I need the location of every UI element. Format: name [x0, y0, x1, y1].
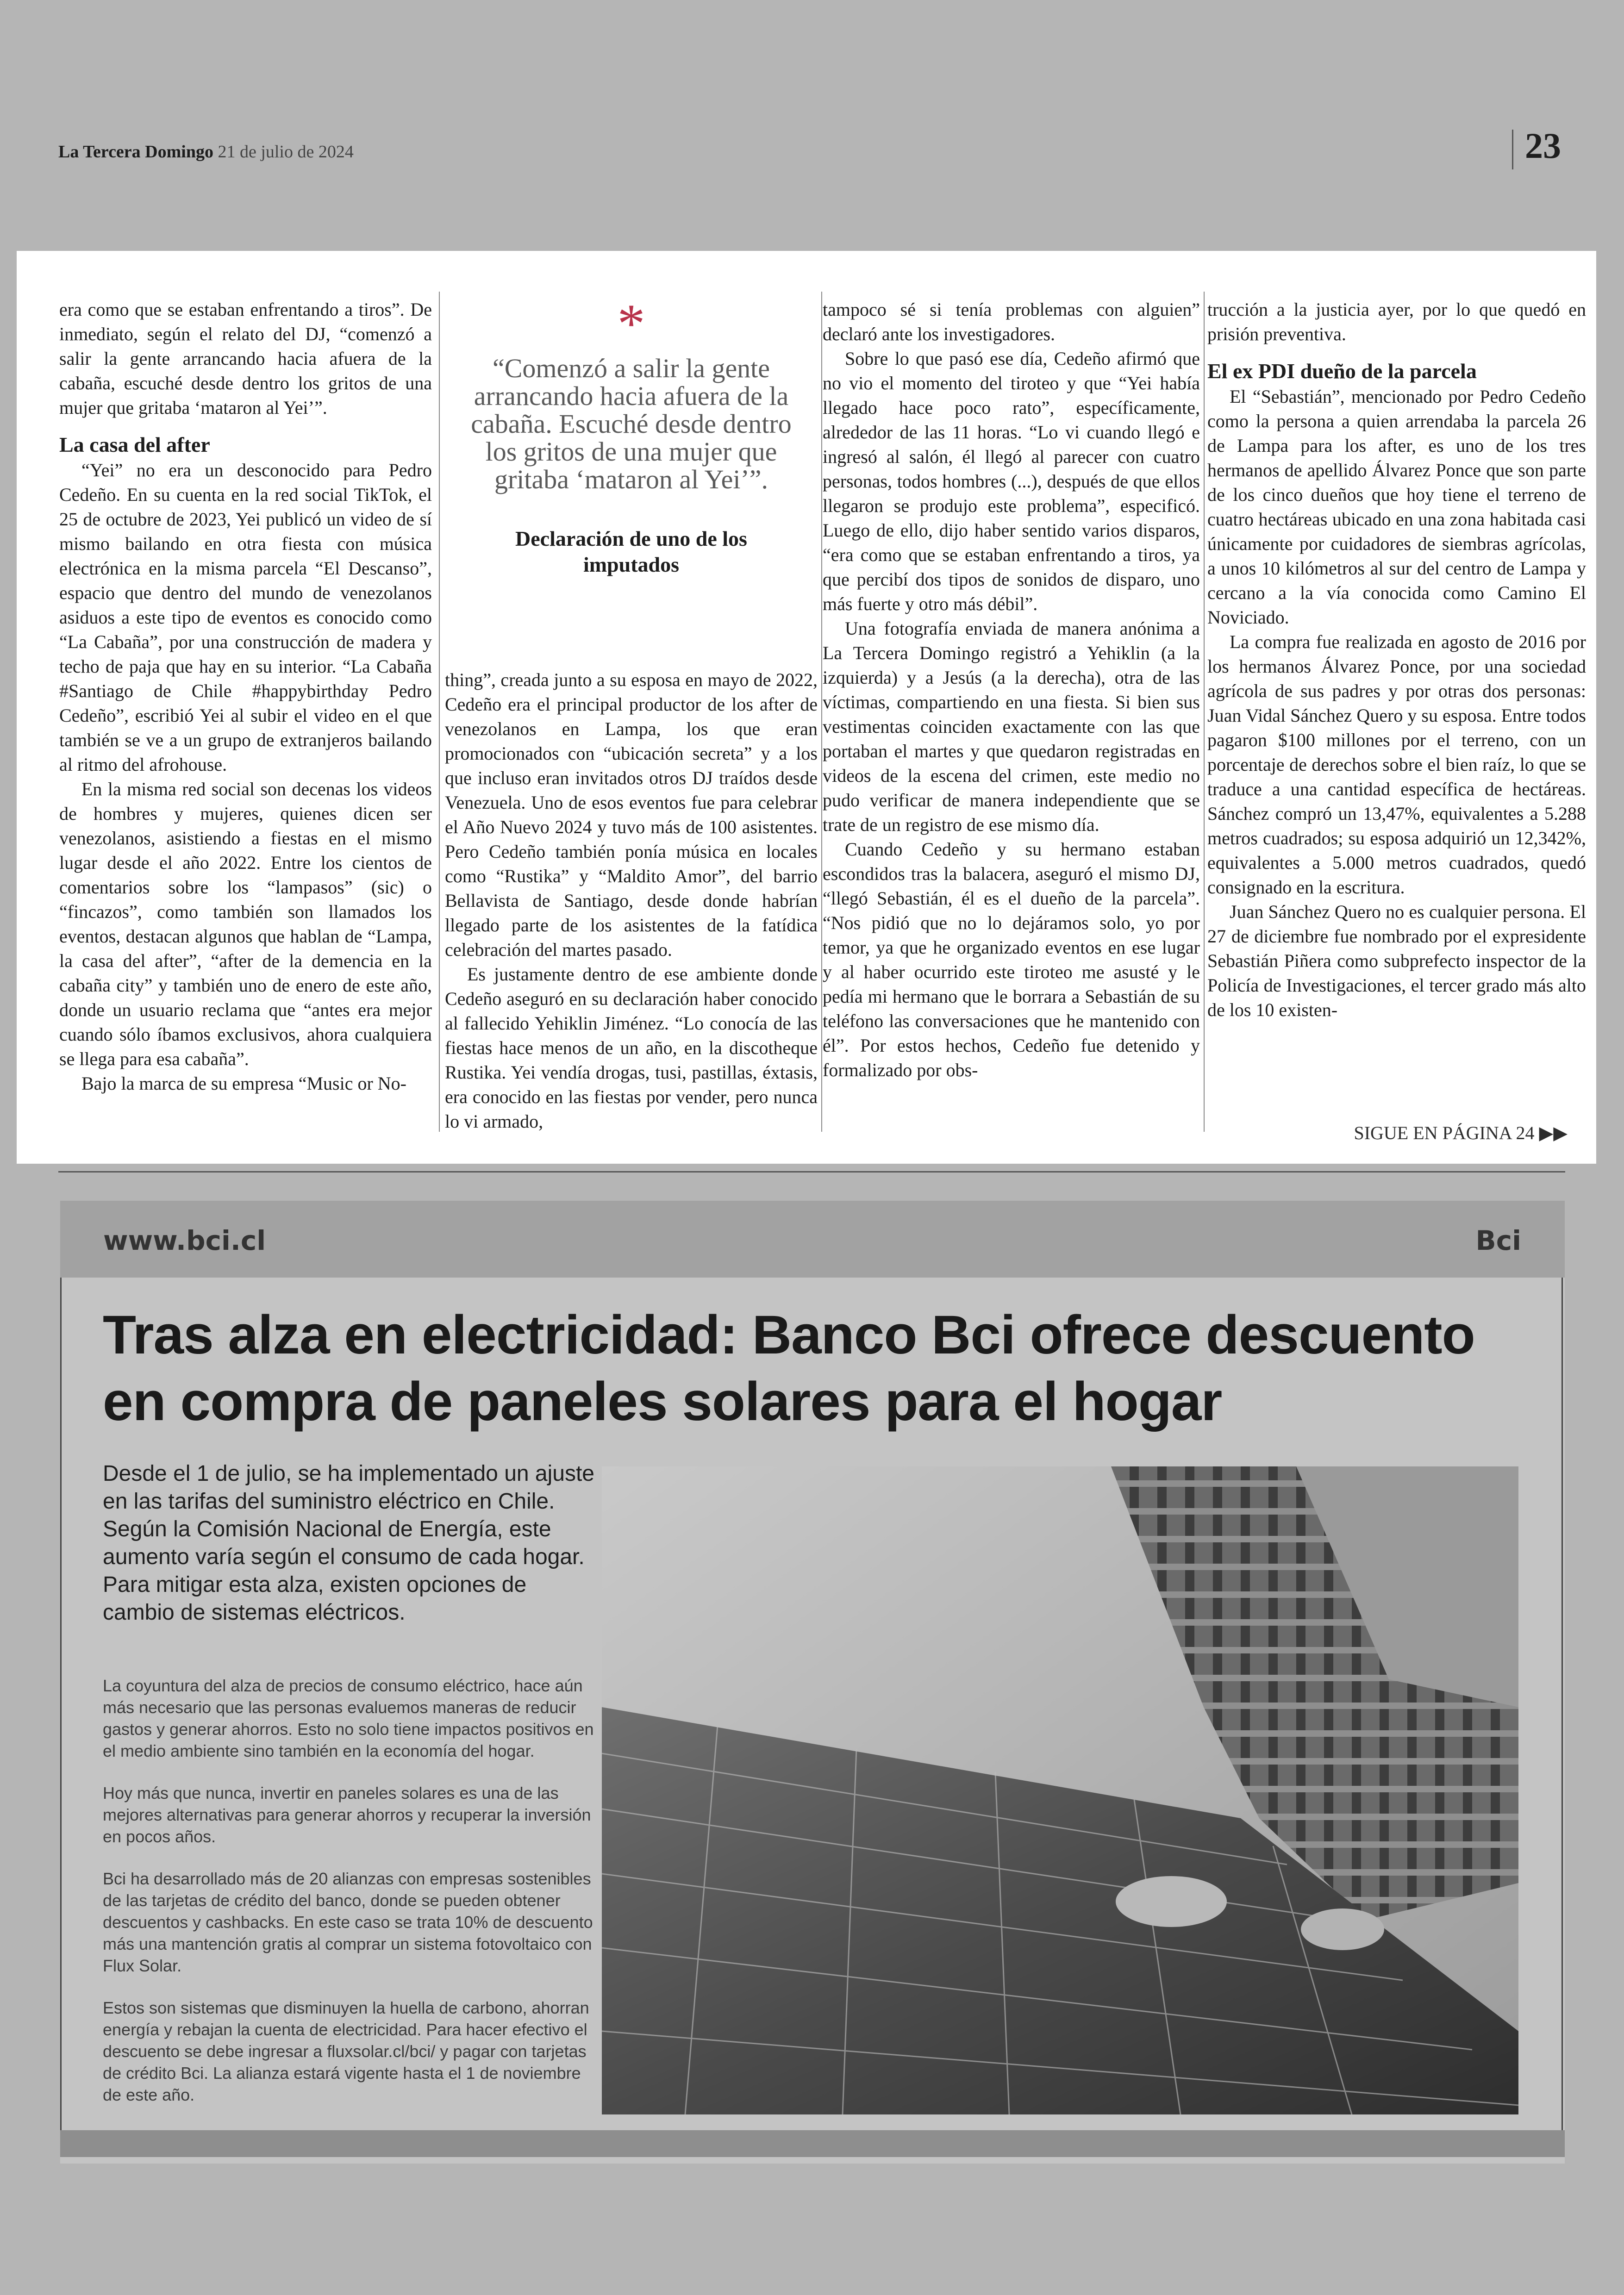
paragraph: Es justamente dentro de ese ambiente donde Cedeño aseguró en su declaración haber conocido al fallecido Yehiklin Jiménez. “Lo conocía de las fiestas hace menos de un año, en la discotheque Rustika. Yei vendía drogas, tusi, pastillas, éxtasis, era conocido en las fiestas por vender, pero nunca lo vi armado,: [445, 964, 818, 1132]
section-heading: La casa del after: [59, 433, 210, 456]
page-number-divider: [1512, 130, 1513, 169]
publication-name: La Tercera Domingo: [58, 142, 213, 162]
ad-headline: Tras alza en electricidad: Banco Bci ofrece descuento en compra de paneles solares para el hogar: [103, 1304, 1475, 1432]
section-divider: [58, 1171, 1565, 1172]
paragraph: El “Sebastián”, mencionado por Pedro Cedeño como la persona a quien arrendaba la parcela 26 de Lampa para los after, es uno de los tres hermanos de apellido Álvarez Ponce que son parte de los cinco dueños que hoy tiene el terreno de cuatro hectáreas ubicado en una zona habitada casi únicamente por cuidadores de siembras agrícolas, a unos 10 kilómetros al sur del centro de Lampa y cercano a la vía conocida como Camino El Noviciado.: [1207, 386, 1586, 628]
ad-paragraph: Estos son sistemas que disminuyen la huella de carbono, ahorran energía y rebajan la cuenta de electricidad. Para hacer efectivo el descuento se debe ingresar a fluxsolar.cl/bci/ y pagar con tarjetas de crédito Bci. La alianza estará vigente hasta el 1 de noviembre de este año.: [103, 1998, 589, 2104]
article-column-3: [823, 297, 1200, 1082]
ad-top-bar: [60, 1201, 1565, 1278]
column-divider: [1204, 292, 1205, 1132]
continue-link[interactable]: SIGUE EN PÁGINA 24 ▶▶: [1354, 1123, 1568, 1143]
column-divider: [439, 292, 440, 1132]
solar-panel-illustration: [602, 1466, 1518, 2114]
article-column-4: [1207, 297, 1586, 1022]
pull-quote-text: “Comenzó a salir la gente arrancando hacia afuera de la cabaña. Escuché desde dentro los gritos de una mujer que gritaba ‘mataron al Yei’”.: [471, 353, 792, 494]
ad-brand-logo: Bci: [1475, 1225, 1521, 1256]
article-column-2: [445, 667, 818, 1134]
solar-panel-photo: [602, 1466, 1518, 2114]
publication-date: 21 de julio de 2024: [218, 142, 354, 162]
paragraph: Juan Sánchez Quero no es cualquier persona. El 27 de diciembre fue nombrado por el expresidente Sebastián Piñera como subprefecto inspector de la Policía de Investigaciones, el tercer grado más alto de los 10 existen-: [1207, 901, 1586, 1020]
ad-paragraph: La coyuntura del alza de precios de consumo eléctrico, hace aún más necesario que las personas evaluemos maneras de reducir gastos y generar ahorros. Esto no solo tiene impactos positivos en el medio ambiente sino también en la economía del hogar.: [103, 1676, 594, 1760]
paragraph: “Yei” no era un desconocido para Pedro Cedeño. En su cuenta en la red social TikTok, el 25 de octubre de 2023, Yei publicó un video de sí mismo bailando en otra fiesta con música electrónica en la misma parcela “El Descanso”, espacio que dentro del mundo de venezolanos asiduos a este tipo de eventos es conocido como “La Cabaña”, por una construcción de madera y techo de paja que hay en su interior. “La Cabaña #Santiago de Chile #happybirthday Pedro Cedeño”, escribió Yei al subir el video en el que también se ve a un grupo de extranjeros bailando al ritmo del afrohouse.: [59, 460, 432, 775]
paragraph: era como que se estaban enfrentando a tiros”. De inmediato, según el relato del DJ, “comenzó a salir la gente arrancando hacia afuera de la cabaña, escuché desde dentro los gritos de una mujer que gritaba ‘mataron al Yei’”.: [59, 299, 432, 418]
paragraph: thing”, creada junto a su esposa en mayo de 2022, Cedeño era el principal productor de los after de venezolanos en Lampa, los que eran promocionados con “ubicación secreta” y a los que incluso eran invitados otros DJ traídos desde Venezuela. Uno de esos eventos fue para celebrar el Año Nuevo 2024 y tuvo más de 100 asistentes. Pero Cedeño también ponía música en locales como “Rustika” y “Maldito Amor”, del barrio Bellavista de Santiago, desde donde habrían llegado parte de los asistentes de la fatídica celebración del martes pasado.: [445, 669, 818, 960]
ad-body: [103, 1675, 603, 2126]
section-heading: El ex PDI dueño de la parcela: [1207, 359, 1477, 383]
paragraph: Una fotografía enviada de manera anónima a La Tercera Domingo registró a Yehiklin (a la izquierda) y a Jesús (a la derecha), otra de las víctimas, compartiendo en una fiesta. Si bien sus vestimentas coinciden exactamente con las que portaban el martes y que quedaron registradas en videos de la escena del crimen, este medio no pudo verificar de manera independiente que se trate de un registro de ese mismo día.: [823, 618, 1200, 835]
page-number: 23: [1525, 125, 1561, 166]
masthead: [58, 142, 354, 162]
paragraph: trucción a la justicia ayer, por lo que quedó en prisión preventiva.: [1207, 299, 1586, 344]
advertisement: [60, 1201, 1565, 2164]
paragraph: Bajo la marca de su empresa “Music or No-: [81, 1073, 406, 1094]
pull-quote: [443, 292, 820, 588]
paragraph: La compra fue realizada en agosto de 2016 por los hermanos Álvarez Ponce, por una sociedad agrícola de sus padres y por otras dos personas: Juan Vidal Sánchez Quero y su esposa. Entre todos pagaron $100 millones por el terreno, con un porcentaje de derechos sobre el bien raíz, lo que se traduce a una cantidad específica de hectáreas. Sánchez compró un 13,47%, equivalentes a 5.288 metros cuadrados; su esposa adquirió un 12,342%, equivalentes a 5.000 metros cuadrados, quedó consignado en la escritura.: [1207, 631, 1586, 898]
paragraph: En la misma red social son decenas los videos de hombres y mujeres, quienes dicen ser venezolanos, asistiendo a fiestas en el mismo lugar desde el año 2022. Entre los cientos de comentarios sobre los “lampasos” (sic) o “fincazos”, como también son llamados los eventos, destacan algunos que hablan de “Lampa, la casa del after”, “after de la demencia en la cabaña city” y también uno de enero de este año, donde un usuario reclama que “antes era mejor cuando sólo íbamos exclusivos, ahora cualquiera se llega para esa cabaña”.: [59, 779, 432, 1069]
page-header: [58, 125, 1565, 167]
article-page: [17, 251, 1596, 1164]
article-column-1: [59, 297, 432, 1096]
ad-url-link[interactable]: www.bci.cl: [103, 1225, 266, 1256]
ad-footer-bar: [60, 2130, 1565, 2157]
paragraph: tampoco sé si tenía problemas con alguien” declaró ante los investigadores.: [823, 299, 1200, 344]
column-divider: [821, 292, 822, 1132]
asterisk-icon: *: [617, 293, 645, 354]
paragraph: Cuando Cedeño y su hermano estaban escondidos tras la balacera, aseguró el mismo DJ, “llegó Sebastián, él es el dueño de la parcela”. “Nos pidió que no lo dejáramos solo, yo por temor, ya que he organizado eventos en ese lugar y al haber ocurrido este tiroteo me asusté y le pedía mi hermano que le borrara a Sebastián de su teléfono las conversaciones que he mantenido con él”. Por estos hechos, Cedeño fue detenido y formalizado por obs-: [823, 839, 1200, 1080]
ad-lead: Desde el 1 de julio, se ha implementado un ajuste en las tarifas del suministro eléctrico en Chile. Según la Comisión Nacional de Energía, este aumento varía según el consumo de cada hogar. Para mitigar esta alza, existen opciones de cambio de sistemas eléctricos.: [103, 1461, 594, 1625]
ad-paragraph: Hoy más que nunca, invertir en paneles solares es una de las mejores alternativas para generar ahorros y recuperar la inversión en pocos años.: [103, 1784, 591, 1846]
pull-quote-caption: Declaración de uno de los imputados: [515, 527, 747, 576]
ad-paragraph: Bci ha desarrollado más de 20 alianzas con empresas sostenibles de las tarjetas de crédito del banco, donde se pueden obtener descuentos y cashbacks. En este caso se trata 10% de descuento más una mantención gratis al comprar un sistema fotovoltaico con Flux Solar.: [103, 1869, 593, 1975]
paragraph: Sobre lo que pasó ese día, Cedeño afirmó que no vio el momento del tiroteo y que “Yei había llegado hace poco rato”, específicamente, alrededor de las 11 horas. “Lo vi cuando llegó e ingresó al salón, él llegó al parecer con cuatro personas, todos hombres (...), después de que ellos llegaron se produjo este problema”, especificó. Luego de ello, dijo haber sentido varios disparos, “era como que se estaban enfrentando a tiros, ya que percibí dos tipos de sonidos de disparo, uno más fuerte y otro más débil”.: [823, 348, 1200, 614]
